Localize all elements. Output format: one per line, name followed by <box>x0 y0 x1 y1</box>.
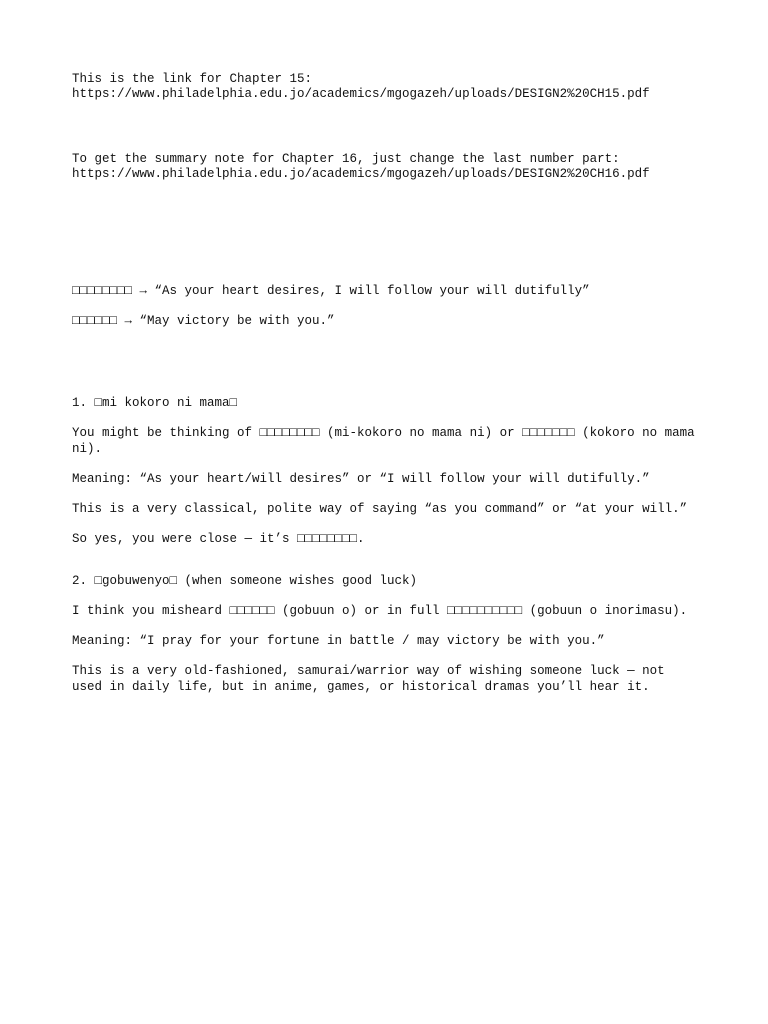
chapter16-url: https://www.philadelphia.edu.jo/academics/mgogazeh/uploads/DESIGN2%20CH16.pdf <box>72 167 650 181</box>
chapter15-url: https://www.philadelphia.edu.jo/academics/mgogazeh/uploads/DESIGN2%20CH15.pdf <box>72 87 650 101</box>
section-1-paragraph: This is a very classical, polite way of saying “as you command” or “at your will.” <box>72 502 688 516</box>
section-1-paragraph: So yes, you were close — it’s □□□□□□□□. <box>72 532 365 546</box>
section-1 <box>72 395 702 547</box>
phrase-heart-desires: □□□□□□□□ → “As your heart desires, I will follow your will dutifully” <box>72 284 590 298</box>
chapter16-intro: To get the summary note for Chapter 16, just change the last number part: <box>72 152 620 166</box>
chapter15-note <box>72 72 702 102</box>
chapter16-note <box>72 152 702 182</box>
phrase-victory: □□□□□□ → “May victory be with you.” <box>72 314 335 328</box>
section-1-paragraph: You might be thinking of □□□□□□□□ (mi-kokoro no mama ni) or □□□□□□□ (kokoro no mama ni). <box>72 426 695 456</box>
section-2-paragraph: Meaning: “I pray for your fortune in battle / may victory be with you.” <box>72 634 605 648</box>
phrase-list <box>72 283 702 329</box>
section-1-heading: 1. □mi kokoro ni mama□ <box>72 396 238 410</box>
document-page <box>72 72 702 695</box>
chapter15-intro: This is the link for Chapter 15: <box>72 72 313 86</box>
section-2-paragraph: This is a very old-fashioned, samurai/warrior way of wishing someone luck — not used in daily life, but in anime, games, or historical dramas you’ll hear it. <box>72 664 665 694</box>
section-2-paragraph: I think you misheard □□□□□□ (gobuun o) or in full □□□□□□□□□□ (gobuun o inorimasu). <box>72 604 688 618</box>
section-1-paragraph: Meaning: “As your heart/will desires” or “I will follow your will dutifully.” <box>72 472 650 486</box>
section-2 <box>72 573 702 695</box>
section-2-heading: 2. □gobuwenyo□ (when someone wishes good luck) <box>72 574 418 588</box>
